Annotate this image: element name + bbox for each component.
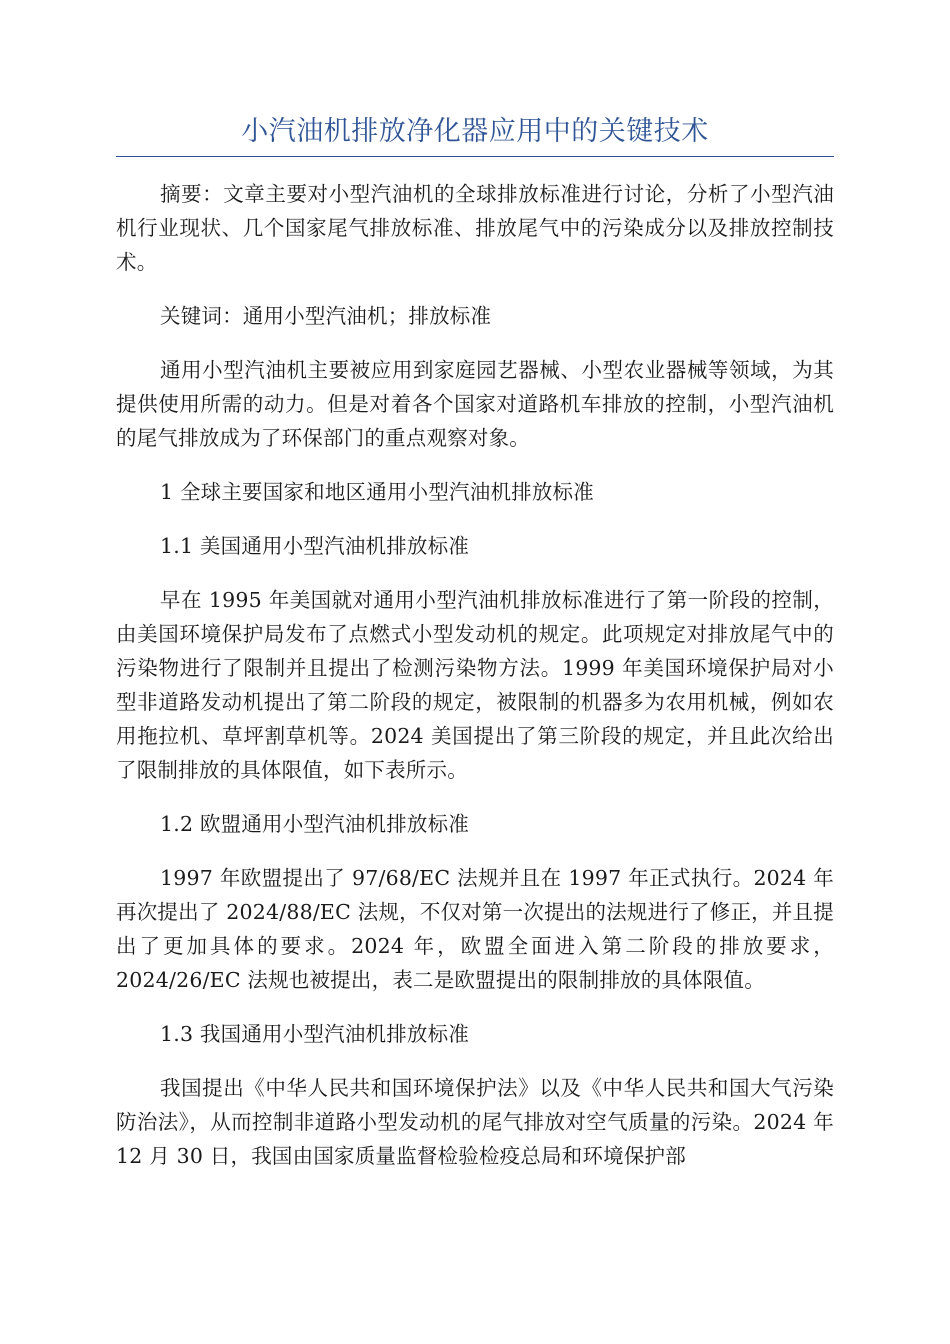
- subsection-heading-1-3: 1.3 我国通用小型汽油机排放标准: [160, 1022, 470, 1046]
- document-body: [116, 177, 834, 1173]
- china-standard-paragraph: 我国提出《中华人民共和国环境保护法》以及《中华人民共和国大气污染防治法》，从而控制非道路小型发动机的尾气排放对空气质量的污染。2024 年 12 月 30 日，我国由国家质量监督检验检疫总局和环境保护部: [116, 1076, 834, 1168]
- eu-standard-paragraph: 1997 年欧盟提出了 97/68/EC 法规并且在 1997 年正式执行。2024 年再次提出了 2024/88/EC 法规，不仅对第一次提出的法规进行了修正，并且提出了更加具体的要求。2024 年，欧盟全面进入第二阶段的排放要求，2024/26/EC 法规也被提出，表二是欧盟提出的限制排放的具体限值。: [116, 866, 834, 992]
- title-block: [116, 0, 834, 157]
- keywords-paragraph: 关键词：通用小型汽油机；排放标准: [160, 304, 492, 328]
- abstract-paragraph: 摘要：文章主要对小型汽油机的全球排放标准进行讨论，分析了小型汽油机行业现状、几个国家尾气排放标准、排放尾气中的污染成分以及排放控制技术。: [116, 182, 834, 274]
- subsection-heading-1-2: 1.2 欧盟通用小型汽油机排放标准: [160, 812, 470, 836]
- document-title: 小汽油机排放净化器应用中的关键技术: [241, 116, 709, 147]
- subsection-heading-1-1: 1.1 美国通用小型汽油机排放标准: [160, 534, 470, 558]
- intro-paragraph: 通用小型汽油机主要被应用到家庭园艺器械、小型农业器械等领域，为其提供使用所需的动力。但是对着各个国家对道路机车排放的控制，小型汽油机的尾气排放成为了环保部门的重点观察对象。: [116, 358, 834, 450]
- us-standard-paragraph: 早在 1995 年美国就对通用小型汽油机排放标准进行了第一阶段的控制，由美国环境保护局发布了点燃式小型发动机的规定。此项规定对排放尾气中的污染物进行了限制并且提出了检测污染物方法。1999 年美国环境保护局对小型非道路发动机提出了第二阶段的规定，被限制的机器多为农用机械，例如农用拖拉机、草坪割草机等。2024 美国提出了第三阶段的规定，并且此次给出了限制排放的具体限值，如下表所示。: [116, 588, 834, 782]
- section-heading-1: 1 全球主要国家和地区通用小型汽油机排放标准: [160, 480, 594, 504]
